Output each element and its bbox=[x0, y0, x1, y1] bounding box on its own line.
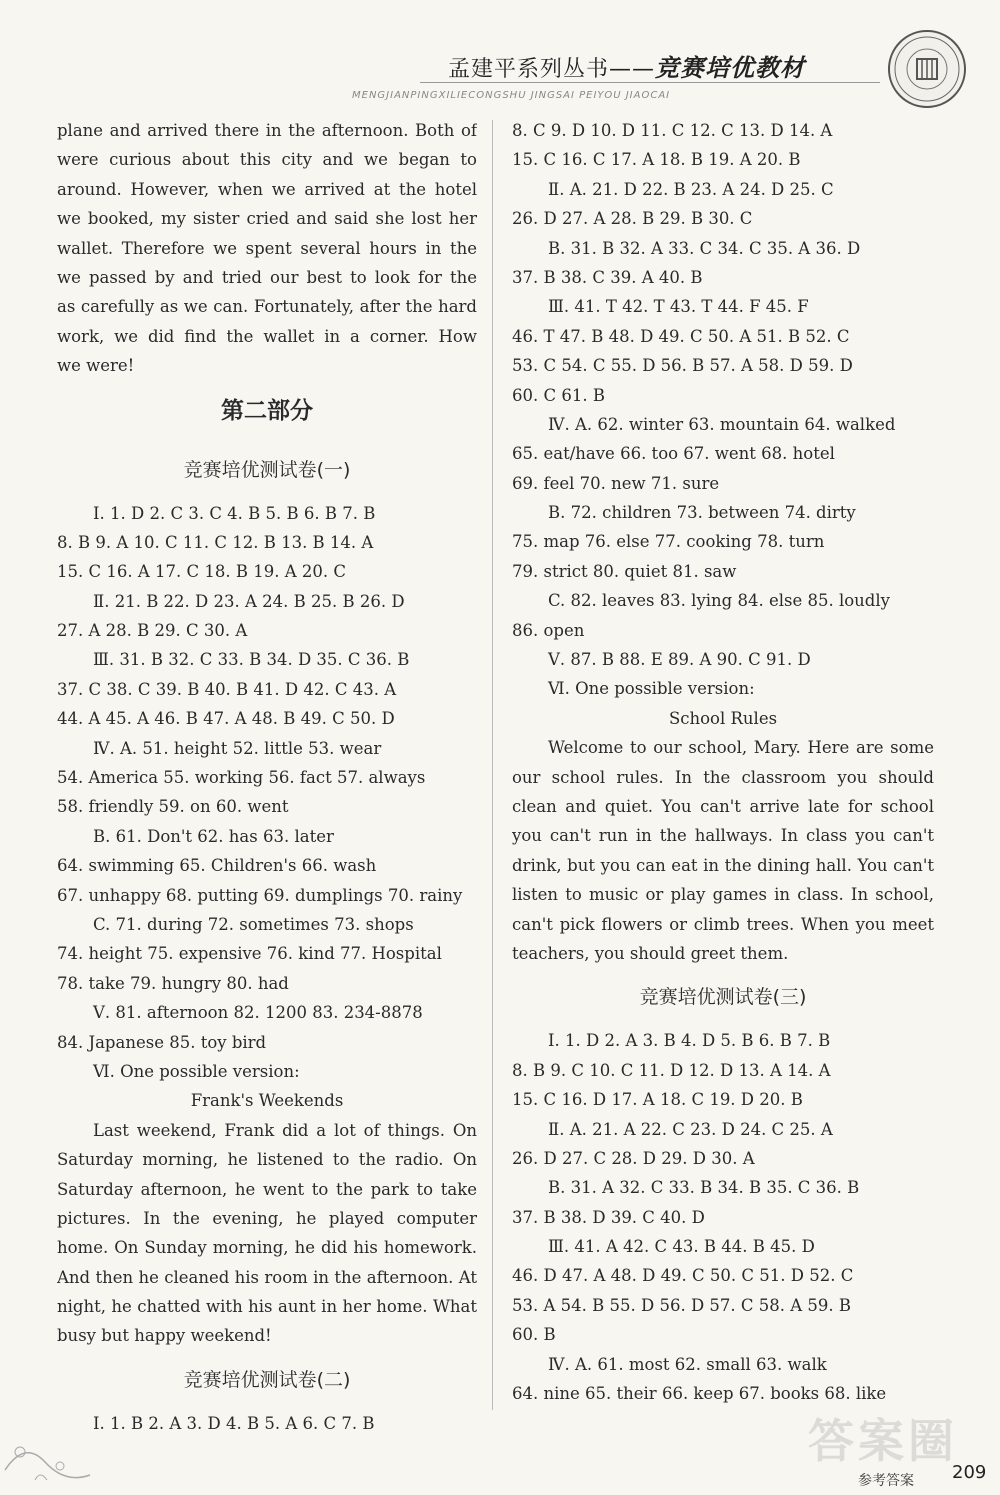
essay-line: you can't run in the hallways. In class you can't bbox=[512, 826, 934, 846]
answer-line: 86. open bbox=[512, 620, 585, 640]
essay-line: we passed by and tried our best to look for the bbox=[57, 267, 477, 287]
test3-answers bbox=[512, 1026, 934, 1408]
watermark: 答案圈 bbox=[808, 1414, 958, 1468]
answer-line: Ⅳ. A. 61. most 62. small 63. walk bbox=[548, 1354, 827, 1374]
answer-line: Ⅲ. 41. A 42. C 43. B 44. B 45. D bbox=[548, 1237, 815, 1257]
essay-line: busy but happy weekend! bbox=[57, 1326, 272, 1346]
answer-line: 44. A 45. A 46. B 47. A 48. B 49. C 50. D bbox=[57, 709, 395, 729]
answer-line: 84. Japanese 85. toy bird bbox=[57, 1032, 267, 1052]
column-divider bbox=[492, 120, 493, 1410]
essay-line: listen to music or play games in class. In school, bbox=[512, 885, 934, 905]
right-column bbox=[512, 116, 934, 1408]
essay-line: wallet. Therefore we spent several hours in the bbox=[57, 238, 477, 258]
essay-line: around. However, when we arrived at the hotel bbox=[57, 179, 477, 199]
answer-line: 46. T 47. B 48. D 49. C 50. A 51. B 52. C bbox=[512, 326, 850, 346]
essay1 bbox=[57, 1086, 477, 1351]
answer-line: 37. C 38. C 39. B 40. B 41. D 42. C 43. A bbox=[57, 679, 397, 699]
essay-line: work, we did find the wallet in a corner. How bbox=[57, 326, 477, 346]
answer-line: 67. unhappy 68. putting 69. dumplings 70. rainy bbox=[57, 885, 463, 905]
essay-line: night, he chatted with his aunt in her home. What bbox=[57, 1297, 477, 1317]
answer-line: Ⅰ. 1. D 2. C 3. C 4. B 5. B 6. B 7. B bbox=[93, 503, 376, 523]
test1-heading: 竞赛培优测试卷(一) bbox=[183, 458, 351, 481]
essay-line: plane and arrived there in the afternoon. Both of bbox=[57, 121, 477, 140]
answer-line: B. 72. children 73. between 74. dirty bbox=[548, 503, 856, 523]
header-rule bbox=[420, 82, 880, 83]
answer-line: 60. C 61. B bbox=[512, 385, 605, 405]
series-title bbox=[448, 48, 805, 83]
answer-line: 75. map 76. else 77. cooking 78. turn bbox=[512, 532, 825, 552]
answer-line: 69. feel 70. new 71. sure bbox=[512, 473, 720, 493]
essay-line: Saturday morning, he listened to the radio. On bbox=[57, 1150, 477, 1170]
answer-line: 64. nine 65. their 66. keep 67. books 68. like bbox=[512, 1384, 887, 1404]
answer-line: 65. eat/have 66. too 67. went 68. hotel bbox=[512, 444, 835, 464]
answer-line: B. 31. A 32. C 33. B 34. B 35. C 36. B bbox=[548, 1178, 860, 1198]
answer-line: 53. A 54. B 55. D 56. D 57. C 58. A 59. B bbox=[512, 1295, 852, 1315]
answer-line: Ⅲ. 31. B 32. C 33. B 34. D 35. C 36. B bbox=[93, 650, 410, 670]
essay2 bbox=[512, 704, 934, 969]
essay-line: Last weekend, Frank did a lot of things. On bbox=[93, 1120, 477, 1140]
test3-heading: 竞赛培优测试卷(三) bbox=[639, 986, 807, 1009]
answer-line: 37. B 38. C 39. A 40. B bbox=[512, 267, 703, 287]
answer-line: 8. B 9. A 10. C 11. C 12. B 13. B 14. A bbox=[57, 532, 374, 552]
answer-line: Ⅰ. 1. D 2. A 3. B 4. D 5. B 6. B 7. B bbox=[548, 1031, 831, 1051]
answer-line: C. 82. leaves 83. lying 84. else 85. loudly bbox=[548, 591, 890, 611]
essay-title: School Rules bbox=[668, 708, 778, 728]
answer-line: Ⅴ. 81. afternoon 82. 1200 83. 234-8878 bbox=[93, 1003, 423, 1023]
answer-line: 37. B 38. D 39. C 40. D bbox=[512, 1207, 705, 1227]
answer-line: Ⅳ. A. 62. winter 63. mountain 64. walked bbox=[548, 414, 896, 434]
answer-line: 53. C 54. C 55. D 56. B 57. A 58. D 59. D bbox=[512, 356, 853, 376]
answer-line: Ⅲ. 41. T 42. T 43. T 44. F 45. F bbox=[548, 297, 809, 317]
series-seal-logo bbox=[888, 30, 966, 108]
answer-line: Ⅳ. A. 51. height 52. little 53. wear bbox=[93, 738, 382, 758]
essay-title: Frank's Weekends bbox=[190, 1091, 344, 1111]
essay-line: Saturday afternoon, he went to the park to take bbox=[57, 1179, 477, 1199]
answer-line: 26. D 27. C 28. D 29. D 30. A bbox=[512, 1148, 755, 1168]
test2-answers bbox=[512, 116, 934, 704]
answer-line: C. 71. during 72. sometimes 73. shops bbox=[93, 914, 414, 934]
answer-line: 8. B 9. C 10. C 11. D 12. D 13. A 14. A bbox=[512, 1060, 831, 1080]
page-header bbox=[0, 0, 1000, 110]
answer-line: Ⅱ. A. 21. A 22. C 23. D 24. C 25. A bbox=[548, 1119, 833, 1139]
test1-answers bbox=[57, 499, 477, 1087]
answer-line: Ⅵ. One possible version: bbox=[548, 679, 755, 699]
answer-line: 15. C 16. D 17. A 18. C 19. D 20. B bbox=[512, 1090, 803, 1110]
answer-line: 79. strict 80. quiet 81. saw bbox=[512, 561, 737, 581]
answer-line: 58. friendly 59. on 60. went bbox=[57, 797, 289, 817]
essay-line: Welcome to our school, Mary. Here are some bbox=[548, 738, 934, 758]
essay-line: our school rules. In the classroom you should bbox=[512, 767, 934, 787]
answer-line: 8. C 9. D 10. D 11. C 12. C 13. D 14. A bbox=[512, 121, 833, 140]
answer-line: Ⅵ. One possible version: bbox=[93, 1061, 300, 1081]
footer-label: 参考答案 bbox=[858, 1473, 914, 1489]
essay-line: were curious about this city and we began to bbox=[57, 150, 477, 170]
essay-line: And then he cleaned his room in the afternoon. At bbox=[57, 1267, 477, 1287]
answer-line: 64. swimming 65. Children's 66. wash bbox=[57, 856, 377, 876]
seal-emblem-icon bbox=[890, 32, 964, 106]
essay-line: we were! bbox=[57, 356, 135, 376]
answer-line: Ⅴ. 87. B 88. E 89. A 90. C 91. D bbox=[548, 650, 811, 670]
answer-line: 60. B bbox=[512, 1325, 556, 1345]
essay-line: drink, but you can eat in the dining hall. You can't bbox=[512, 855, 934, 875]
page-number: 209 bbox=[952, 1462, 987, 1483]
answer-line: 15. C 16. C 17. A 18. B 19. A 20. B bbox=[512, 150, 801, 170]
answer-line: 27. A 28. B 29. C 30. A bbox=[57, 621, 248, 641]
essay-line: teachers, you should greet them. bbox=[512, 943, 789, 963]
floral-vine-icon bbox=[0, 1400, 120, 1495]
answer-line: 15. C 16. A 17. C 18. B 19. A 20. C bbox=[57, 562, 346, 582]
series-pinyin: MENGJIANPINGXILIECONGSHU JINGSAI PEIYOU JIAOCAI bbox=[352, 90, 671, 101]
answer-line: B. 31. B 32. A 33. C 34. C 35. A 36. D bbox=[548, 238, 861, 258]
left-column bbox=[57, 116, 477, 1438]
essay-line: we booked, my sister cried and said she lost her bbox=[57, 209, 477, 229]
answer-line: 46. D 47. A 48. D 49. C 50. C 51. D 52. C bbox=[512, 1266, 854, 1286]
answer-line: B. 61. Don't 62. has 63. later bbox=[93, 826, 334, 846]
essay-line: pictures. In the evening, he played computer bbox=[57, 1208, 477, 1228]
test2-heading: 竞赛培优测试卷(二) bbox=[183, 1368, 351, 1391]
answer-line: Ⅱ. 21. B 22. D 23. A 24. B 25. B 26. D bbox=[93, 591, 405, 611]
part-heading: 第二部分 bbox=[221, 397, 313, 424]
essay-line: home. On Sunday morning, he did his homework. bbox=[57, 1238, 477, 1258]
answer-line: 74. height 75. expensive 76. kind 77. Hospital bbox=[57, 944, 442, 964]
essay-line: clean and quiet. You can't arrive late for school bbox=[512, 796, 934, 816]
answer-line: 26. D 27. A 28. B 29. B 30. C bbox=[512, 209, 753, 229]
answer-line: Ⅰ. 1. B 2. A 3. D 4. B 5. A 6. C 7. B bbox=[93, 1413, 375, 1433]
essay-tail bbox=[57, 116, 477, 381]
book-title: 竞赛培优教材 bbox=[655, 54, 806, 82]
essay-line: as carefully as we can. Fortunately, after the hard bbox=[57, 297, 477, 317]
answer-line: Ⅱ. A. 21. D 22. B 23. A 24. D 25. C bbox=[548, 179, 834, 199]
essay-line: can't pick flowers or climb trees. When you meet bbox=[512, 914, 934, 934]
series-name: 孟建平系列丛书—— bbox=[448, 57, 656, 82]
answer-line: 78. take 79. hungry 80. had bbox=[57, 973, 289, 993]
answer-line: 54. America 55. working 56. fact 57. always bbox=[57, 768, 426, 788]
